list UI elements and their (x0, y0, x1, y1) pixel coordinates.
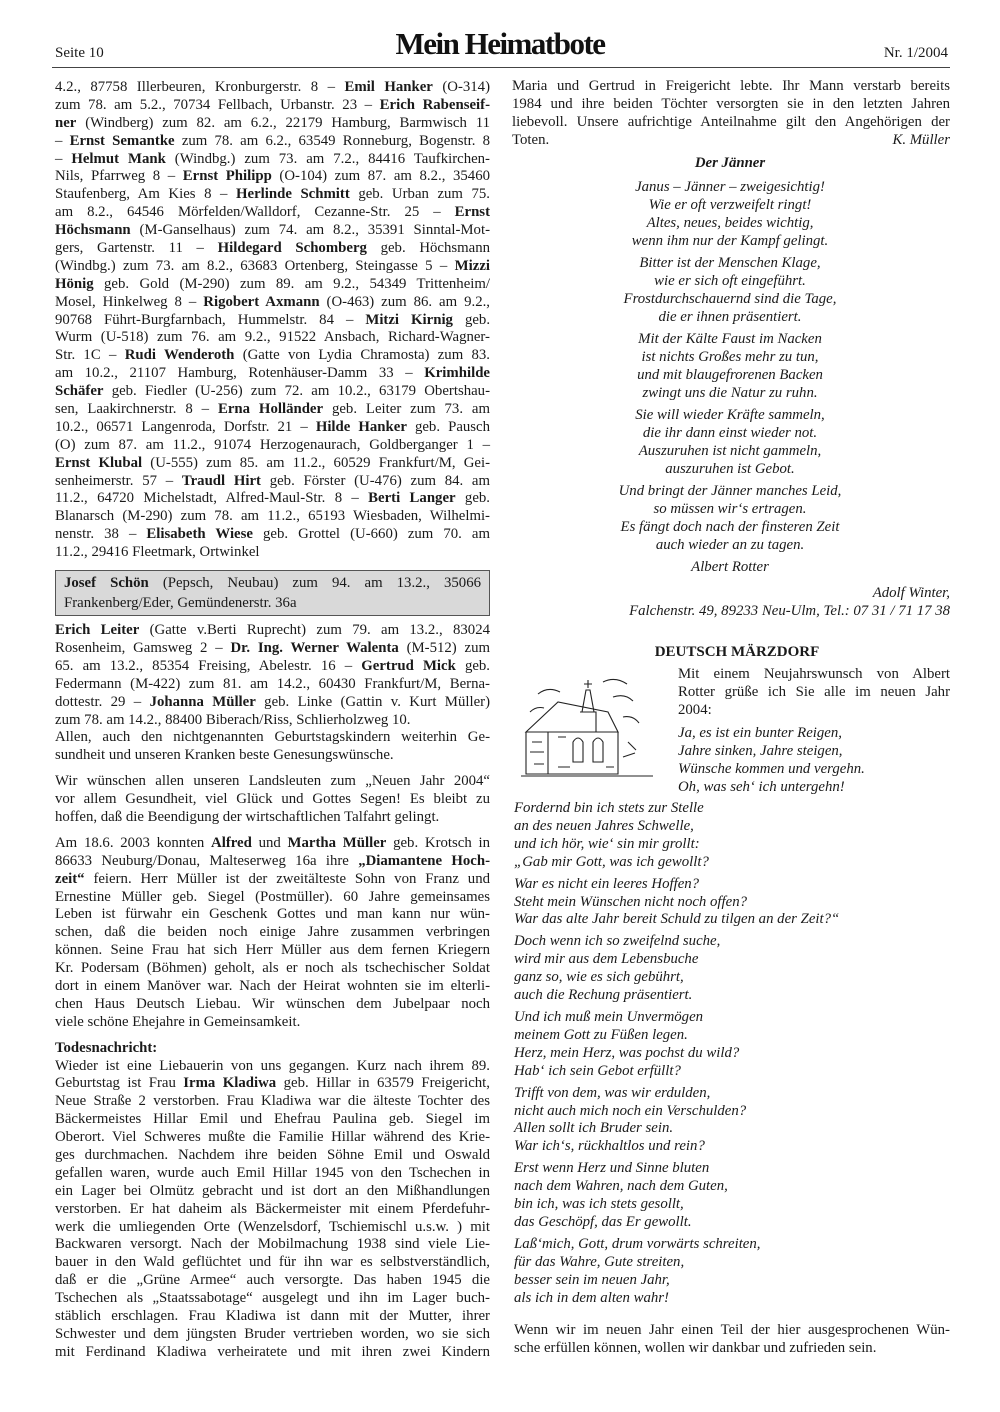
text-line: Toten. (512, 131, 550, 148)
text-segment: (Gatte von Lydia Chramosta) zum 83. (234, 347, 490, 364)
poem-author: Albert Rotter (691, 559, 769, 575)
poem-line: die ihr dann einst wieder not. (642, 425, 818, 441)
poem-line: an des neuen Jahres Schwelle, (514, 817, 694, 834)
text-line (55, 1129, 490, 1147)
text-line (55, 924, 490, 942)
text-segment: geb. (455, 490, 490, 507)
poem-title: Der Jänner (694, 155, 766, 171)
text-line (55, 658, 490, 676)
issue-number: Nr. 1/2004 (883, 45, 948, 61)
text-segment: Geburtstag ist Frau (55, 1075, 184, 1092)
poem-line: Laß‘mich, Gott, drum vorwärts schreiten, (514, 1235, 761, 1252)
name-highlight: Erna Holländer (217, 401, 324, 418)
poem-line: Erst wenn Herz und Sinne bluten (514, 1160, 710, 1177)
text-segment: geb. Gold (M-290) zum 89. am 9.2., 54349 Trittenheim/ (93, 275, 490, 292)
text-segment: Blanarsch (M-290) zum 78. am 11.2., 65193 Wiesbaden, Wilhelmi- (55, 508, 490, 525)
poem-stanza (580, 178, 880, 250)
text-segment: Am 18.6. 2003 konnten (55, 834, 212, 851)
contact-name: Adolf Winter, (872, 585, 950, 601)
name-highlight: Martha Müller (287, 834, 387, 851)
text-line (55, 1165, 490, 1183)
text-segment: – (55, 150, 72, 167)
text-line (55, 294, 490, 312)
text-segment: Wieder ist eine Liebauerin von uns gegangen. Kurz nach ihrem 89. (55, 1057, 490, 1074)
text-line (55, 276, 490, 294)
text-segment: werk die umliegenden Orte (Wenzelsdorf, Tschiemischl u.s.w. ) mit (55, 1218, 490, 1235)
text-line (55, 329, 490, 347)
text-line (55, 747, 490, 765)
name-highlight: Ernst Semantke (69, 132, 175, 149)
poem-stanza (514, 933, 839, 1005)
text-line (55, 312, 490, 330)
paragraph (55, 773, 490, 827)
text-segment: nenstr. 38 – (55, 526, 147, 543)
text-line (55, 640, 490, 658)
text-line (55, 1219, 490, 1237)
poem-line: War ich‘s, rückhaltlos und rein? (514, 1138, 705, 1155)
text-segment: Federmann (M-422) zum 81. am 14.2., 60430 Frankfurt/M, Berna- (55, 675, 490, 692)
text-segment: und (251, 834, 288, 851)
text-line (55, 437, 490, 455)
text-line (55, 694, 490, 712)
poem-line: Es fängt doch nach der finsteren Zeit (620, 519, 840, 535)
text-segment: sundheit und unseren Kranken beste Genesungswünsche. (55, 747, 394, 764)
text-segment: am 8.2., 64546 Mörfelden/Walldorf, Cezanne-Str. 25 – (55, 204, 455, 221)
text-line (55, 490, 490, 508)
poem-line: auszuruhen ist Gebot. (665, 461, 795, 477)
text-segment: Staufenberg, Am Kies 8 – (55, 186, 236, 203)
text-segment: geb. Hillar in 63579 Freigericht, (276, 1075, 490, 1092)
text-line (55, 853, 490, 871)
text-line (55, 1201, 490, 1219)
poem-line: für das Wahre, Gute streiten, (514, 1253, 685, 1270)
text-segment: (M-512) zum (398, 639, 490, 656)
text-segment: am 10.2., 21107 Hamburg, Rotenhäuser-Damm 33 – (55, 365, 425, 382)
text-line (55, 1040, 490, 1058)
text-line (55, 168, 490, 186)
poem-line: Herz, mein Herz, was pochst du wild? (514, 1044, 740, 1061)
name-highlight: Hönig (55, 275, 94, 292)
text-line (55, 1075, 490, 1093)
text-segment: Schwester und dem jüngsten Bruder vertrieben worden, wo sie sich (55, 1325, 490, 1342)
name-highlight: Helmut Mank (71, 150, 166, 167)
text-line (55, 1058, 490, 1076)
text-line (55, 1344, 490, 1362)
name-highlight: Alfred (211, 834, 252, 851)
text-segment: Allen, auch den nichtgenannten Geburtstagskindern weiterhin Ge- (55, 729, 490, 746)
text-segment: schen, daß die beiden noch einige Jahre zusammen verbringen (55, 924, 490, 941)
paragraph (55, 79, 490, 562)
text-segment: (M-Ganselhaus) zum 74. am 8.2., 35391 Sinntal-Mot- (130, 222, 490, 239)
text-segment: senheimerstr. 57 – (55, 472, 182, 489)
poem-line: Und ich muß mein Unvermögen (514, 1008, 704, 1025)
text-segment: hoffen, daß die Beendigung der wirtschaftlichen Talfahrt gelingt. (55, 808, 440, 825)
text-segment: (Windbg.) zum 73. am 7.2., 84416 Taufkirchen- (165, 150, 490, 167)
text-segment: (Gatte v.Berti Ruprecht) zum 79. am 13.2., 83024 (139, 622, 490, 639)
poem-stanza (514, 1160, 839, 1232)
text-line (55, 151, 490, 169)
poem-line: „Gab mir Gott, was ich gewollt? (514, 853, 709, 870)
paragraph (55, 1040, 490, 1058)
poem-stanza (514, 1085, 839, 1157)
text-line (55, 97, 490, 115)
text-line (55, 712, 490, 730)
text-line (55, 1014, 490, 1032)
poem-line: Sie will wieder Kräfte sammeln, (635, 407, 825, 423)
text-line (64, 573, 481, 593)
poem-line: als ich in dem alten wahr! (514, 1289, 669, 1306)
text-segment: Nils, Pfarrweg 8 – (55, 168, 183, 185)
poem-line: Wünsche kommen und vergehn. (678, 761, 865, 777)
text-segment: Wurm (U-518) zum 76. am 9.2., 91522 Ansbach, Richard-Wagner- (55, 329, 490, 346)
text-segment: Mosel, Hinkelweg 8 – (55, 293, 204, 310)
poem-line: Jahre sinken, Jahre steigen, (678, 743, 843, 759)
name-highlight: „Diamantene Hoch- (358, 852, 491, 869)
poem-line: Oh, was seh‘ ich untergehn! (678, 779, 845, 795)
section-intro (678, 666, 950, 720)
poem-line: War das alte Jahr bereit Schuld zu tilgen an der Zeit?“ (514, 911, 840, 928)
name-highlight: Erich Rabenseif- (379, 96, 490, 113)
section-title: DEUTSCH MÄRZDORF (654, 644, 820, 660)
text-segment: 10.2., 06571 Langenroda, Dorfstr. 21 – (55, 418, 316, 435)
text-segment: verstorben. Er hat daheim als Bäckermeister mit einem Pferdefuhr- (55, 1200, 490, 1217)
text-segment: können. Seine Frau hat sich Herr Müller aus dem fernen Kriegern (55, 942, 490, 959)
text-line: Mit einem Neujahrswunsch von Albert (678, 666, 950, 682)
poem-line: Trifft von dem, was wir erdulden, (514, 1084, 711, 1101)
text-segment: geb. Höchsmann (366, 240, 490, 257)
obituary-continuation (512, 78, 950, 150)
paragraph (55, 729, 490, 765)
paragraph (55, 622, 490, 729)
poem-line: wenn ihm nur der Kampf gelingt. (631, 233, 829, 249)
poem-line: das Geschöpf, das Er gewollt. (514, 1213, 692, 1230)
text-segment: geb. Urban zum 75. (349, 186, 490, 203)
text-line (55, 455, 490, 473)
poem-stanza (514, 800, 839, 872)
text-line: 1984 und ihre beiden Töchter versorgten sie in den letzten Jahren (512, 95, 950, 112)
poem-line: Ja, es ist ein bunter Reigen, (678, 725, 842, 741)
text-line (55, 676, 490, 694)
text-line (55, 473, 490, 491)
text-line: 2004: (678, 701, 712, 718)
text-line (55, 1236, 490, 1254)
text-segment: mit Ferdinand Kladiwa verheiratete und mit ihren zwei Kindern (55, 1343, 490, 1360)
text-line (55, 186, 490, 204)
text-segment: daß er die „Grüne Armee“ auch versorgte. Das haben 1945 die (55, 1272, 490, 1289)
text-line (55, 835, 490, 853)
text-segment: Rosenheim, Gamsweg 2 – (55, 639, 231, 656)
name-highlight: Dr. Ing. Werner Walenta (230, 639, 399, 656)
text-segment: gefallen waren, wurde auch Emil Hillar 1945 von den Tschechen in (55, 1164, 490, 1181)
text-line: sche erfüllen können, wollen wir dankbar und zufrieden sein. (514, 1339, 877, 1356)
text-segment: geb. (452, 311, 491, 328)
poem-line: besser sein im neuen Jahr, (514, 1271, 670, 1288)
name-highlight: Elisabeth Wiese (146, 526, 253, 543)
contact-block (560, 584, 950, 620)
name-highlight: Rigobert Axmann (203, 293, 320, 310)
paragraph (55, 1058, 490, 1362)
poem-line: so müssen wir‘s ertragen. (653, 501, 807, 517)
text-line (55, 729, 490, 747)
poem-line: ganz so, wie es sich gebührt, (514, 969, 684, 986)
poem-stanza (514, 1236, 839, 1308)
contact-address: Falchenstr. 49, 89233 Neu-Ulm, Tel.: 07 31 / 71 17 38 (629, 603, 950, 619)
text-segment: 90768 Führt-Burgfarnbach, Hummelstr. 84 – (55, 311, 366, 328)
text-segment: (O-463) zum 86. am 9.2., (319, 293, 490, 310)
text-segment: Leben ist fürwahr ein Geschenk Gottes und man kann nur wün- (55, 906, 490, 923)
name-highlight: Emil Hanker (344, 79, 433, 95)
name-highlight: Herlinde Schmitt (236, 186, 350, 203)
poem-stanza (580, 330, 880, 402)
name-highlight: Irma Kladiwa (183, 1075, 277, 1092)
text-segment: (Windbg.) zum 73. am 8.2., 63683 Ortenberg, Steingasse 5 – (55, 257, 455, 274)
text-line (55, 347, 490, 365)
text-segment: geb. Linke (Gattin v. Kurt Müller) (255, 693, 490, 710)
text-line (55, 258, 490, 276)
poem-line: wie er sich oft eingeführt. (654, 273, 806, 289)
text-segment: feiern. Herr Müller ist der zweitälteste Sohn von Franz und (84, 870, 490, 887)
poem-line: Steht mein Wünschen nicht noch offen? (514, 893, 747, 910)
poem-line: Auszuruhen ist nicht gammeln, (638, 443, 822, 459)
text-segment: Bäckermeistes Hillar Emil und Ehefrau Paulina geb. Siegel im (55, 1111, 490, 1128)
text-segment: 11.2., 64720 Michelstadt, Alfred-Maul-Str. 8 – (55, 490, 369, 507)
text-line (55, 906, 490, 924)
text-line (55, 401, 490, 419)
text-line (55, 889, 490, 907)
text-line (55, 1147, 490, 1165)
text-segment: chen Haus Deutsch Liebau. Wir wünschen dem Jubelpaar noch (55, 995, 490, 1012)
poem-line: nicht auch mich noch ein Verschulden? (514, 1102, 747, 1119)
poem-line: auch die Rechung präsentiert. (514, 987, 693, 1004)
text-segment: geb. Grottel (U-660) zum 70. am (252, 526, 490, 543)
text-segment: Neue Straße 2 verstorben. Frau Kladiwa war die älteste Tochter des (55, 1093, 490, 1110)
text-line (55, 133, 490, 151)
poem-line: ist nichts Großes mehr zu tun, (641, 349, 819, 365)
name-highlight: Mitzi Kirnig (365, 311, 453, 328)
text-segment: (Windberg) zum 82. am 6.2., 22179 Hamburg, Barmwisch 11 (76, 114, 490, 131)
text-line (55, 204, 490, 222)
name-highlight: Rudi Wenderoth (124, 347, 235, 364)
text-line (55, 526, 490, 544)
text-line: liebevoll. Unsere aufrichtige Anteilnahme gilt den Angehörigen der (512, 113, 950, 130)
name-highlight: Krimhilde (424, 365, 490, 382)
text-line (55, 419, 490, 437)
text-segment: stäblich erschlagen. Frau Kladiwa ist dann mit der Mutter, ihrer (55, 1308, 490, 1324)
name-highlight: Hilde Hanker (315, 418, 407, 435)
poem-line: Und bringt der Jänner manches Leid, (618, 483, 842, 499)
name-highlight: Höchsmann (55, 222, 131, 239)
text-segment: ein Lager bei Olmütz gebracht und ist dort an den Mißhandlungen (55, 1182, 490, 1199)
text-segment: 86633 Neuburg/Donau, Malteserweg 16a ihre (55, 852, 359, 869)
name-highlight: Schäfer (55, 383, 104, 400)
text-segment: Kr. Podersam (Böhmen) geholt, als er noch als tschechischer Soldat (55, 960, 490, 977)
text-line (55, 115, 490, 133)
closing-text (514, 1322, 950, 1358)
text-segment: zum 78. am 5.2., 70734 Fellbach, Urbanstr. 23 – (55, 96, 380, 113)
text-line (512, 132, 950, 150)
poem-line: War es nicht ein leeres Hoffen? (514, 875, 700, 892)
text-line (55, 960, 490, 978)
text-line (55, 622, 490, 640)
text-line (55, 996, 490, 1014)
text-line (55, 508, 490, 526)
poem-stanza (580, 482, 880, 554)
name-highlight: zeit“ (55, 870, 85, 887)
poem-line: Bitter ist der Menschen Klage, (639, 255, 821, 271)
text-segment: dort in einem Manöver war. Nach der Heirat wohnten sie im elterli- (55, 977, 490, 994)
poem-line: Janus – Jänner – zweigesichtig! (635, 179, 825, 195)
text-line (55, 978, 490, 996)
church-illustration (518, 672, 658, 784)
text-segment: 11.2., 29416 Fleetmark, Ortwinkel (55, 544, 260, 561)
name-highlight: Todesnachricht: (55, 1039, 158, 1056)
poem-line: auch wieder an zu tagen. (655, 537, 805, 553)
text-segment: dottestr. 29 – (55, 693, 150, 710)
text-line (55, 383, 490, 401)
left-column (55, 79, 490, 1362)
poem-neujahrswunsch (514, 800, 839, 1311)
text-line (55, 1272, 490, 1290)
poem-stanza (580, 254, 880, 326)
poem-line: zwingt uns die Natur zu ruhn. (642, 385, 818, 401)
text-line (55, 240, 490, 258)
text-line: Maria und Gertrud in Freigericht lebte. Ihr Mann verstarb bereits (512, 78, 950, 94)
text-segment: zum 78. am 6.2., 63549 Ronneburg, Bogenstr. 8 (174, 132, 490, 149)
name-highlight: Ernst Klubal (55, 454, 143, 471)
name-highlight: Ernst (454, 204, 490, 221)
poem-line: Allen sollt ich Bruder sein. (514, 1120, 674, 1137)
text-line: Rotter grüße ich Sie alle im neuen Jahr (678, 683, 950, 700)
text-line (64, 593, 481, 613)
text-segment: geb. Fiedler (U-256) zum 72. am 10.2., 63179 Obertshau- (103, 383, 490, 400)
text-segment: Str. 1C – (55, 347, 125, 364)
text-segment: Frankenberg/Eder, Gemündenerstr. 36a (64, 595, 297, 612)
text-line (55, 791, 490, 809)
poem-line: wird mir aus dem Lebensbuche (514, 951, 699, 968)
poem-stanza (514, 1009, 839, 1081)
name-highlight: ner (55, 114, 77, 131)
poem-line: und ich hör, wie‘ sin mir grollt: (514, 835, 700, 852)
masthead-logo: Mein Heimatbote (395, 26, 605, 61)
name-highlight: Ernst Philipp (182, 168, 272, 185)
poem-line: Altes, neues, beides wichtig, (646, 215, 814, 231)
text-segment: 4.2., 87758 Illerbeuren, Kronburgerstr. 8 – (55, 79, 345, 95)
text-segment: – (55, 132, 70, 149)
poem-der-jaenner (580, 154, 880, 576)
text-line (55, 809, 490, 827)
text-segment: (O-104) zum 87. am 8.2., 35460 (271, 168, 490, 185)
text-segment: sen, Laakirchnerstr. 8 – (55, 401, 218, 418)
text-line (55, 1111, 490, 1129)
poem-line: Hab‘ ich sein Gebot erfüllt? (514, 1062, 681, 1079)
text-line (55, 79, 490, 97)
text-segment: Tschechen als „Staatssabotage“ ausgelegt und ihn im Lager buch- (55, 1290, 490, 1307)
text-segment: vor allem Gesundheit, viel Glück und Gottes Segen! Es bleibt zu (55, 791, 490, 808)
text-segment: viele schöne Ehejahre in Gemeinsamkeit. (55, 1013, 301, 1030)
text-line (55, 1254, 490, 1272)
poem-stanza (514, 876, 839, 930)
text-segment: geb. Krotsch in (386, 834, 490, 851)
name-highlight: Johanna Müller (149, 693, 256, 710)
text-line (55, 365, 490, 383)
text-line (55, 222, 490, 240)
poem-line: bin ich, was ich stets gesollt, (514, 1196, 684, 1213)
poem-line: Wie er oft verzweifelt ringt! (648, 197, 812, 213)
text-line (55, 773, 490, 791)
text-line (55, 1308, 490, 1326)
text-segment: (O) zum 87. am 11.2., 91074 Herzogenaurach, Goldberganger 1 – (55, 436, 490, 453)
poem-line: nach dem Wahren, nach dem Guten, (514, 1178, 728, 1195)
poem-line: die er ihnen präsentiert. (658, 309, 802, 325)
text-segment: (Pepsch, Neubau) zum 94. am 13.2., 35066 (148, 575, 481, 592)
page-number: Seite 10 (55, 45, 104, 61)
text-segment: geb. Pausch (406, 418, 491, 435)
paragraph (55, 835, 490, 1032)
poem-line: meinem Gott zu Füßen legen. (514, 1026, 688, 1043)
text-segment: Backwaren versorgt. Nach der Mobilmachung 1938 sind viele Lie- (55, 1236, 490, 1253)
name-highlight: Berti Langer (368, 490, 456, 507)
text-segment: gers, Gartenstr. 11 – (55, 240, 218, 257)
poem-stanza (580, 406, 880, 478)
text-line (55, 1183, 490, 1201)
text-segment: (U-555) zum 85. am 11.2., 60529 Frankfurt/M, Gei- (142, 454, 491, 471)
text-segment: geb. Leiter zum 73. am (323, 401, 490, 418)
name-highlight: Erich Leiter (55, 622, 140, 639)
text-segment: geb. Förster (U-476) zum 84. am (260, 472, 490, 489)
text-segment: bauer in den Wald geflüchtet und für ihn war es selbstverständlich, (55, 1254, 490, 1271)
poem-line: Frostdurchschauernd sind die Tage, (623, 291, 837, 307)
text-line (55, 942, 490, 960)
poem-line: und mit blaugefrorenen Backen (637, 367, 823, 383)
poem-first-stanza (678, 724, 865, 796)
header-rule (52, 67, 950, 68)
poem-line: Fordernd bin ich stets zur Stelle (514, 800, 704, 816)
highlight-box (55, 570, 490, 616)
text-segment: Ernestine Müller geb. Siegel (Postmüller). 60 Jahre gemeinsames (55, 888, 490, 905)
text-line (55, 871, 490, 889)
text-line (55, 544, 490, 562)
name-highlight: Gertrud Mick (361, 657, 456, 674)
text-segment: Oberort. Viel Schweres mußte die Familie Hillar während des Krie- (55, 1129, 490, 1146)
text-line (55, 1326, 490, 1344)
poem-line: Doch wenn ich so zweifelnd suche, (514, 933, 721, 950)
name-highlight: Mizzi (454, 257, 490, 274)
text-line: Wenn wir im neuen Jahr einen Teil der hier ausgesprochenen Wün- (514, 1322, 950, 1338)
text-segment: Wir wünschen allen unseren Landsleuten zum „Neuen Jahr 2004“ (55, 773, 490, 790)
name-highlight: Traudl Hirt (181, 472, 261, 489)
text-segment: zum 78. am 14.2., 88400 Biberach/Riss, Schlierholzweg 10. (55, 711, 411, 728)
text-segment: geb. (455, 657, 491, 674)
name-highlight: Hildegard Schomberg (217, 240, 367, 257)
obituary-author: K. Müller (892, 131, 950, 148)
poem-line: Mit der Kälte Faust im Nacken (638, 331, 822, 347)
text-segment: ges durchmachen. Nachdem ihre beiden Söhne Emil und Oswald (55, 1146, 490, 1163)
text-segment: (O-314) (432, 79, 490, 95)
text-line (55, 1093, 490, 1111)
text-segment: 65. am 13.2., 85354 Freising, Abelestr. 16 – (55, 657, 362, 674)
text-line (55, 1290, 490, 1308)
name-highlight: Josef Schön (64, 575, 149, 592)
